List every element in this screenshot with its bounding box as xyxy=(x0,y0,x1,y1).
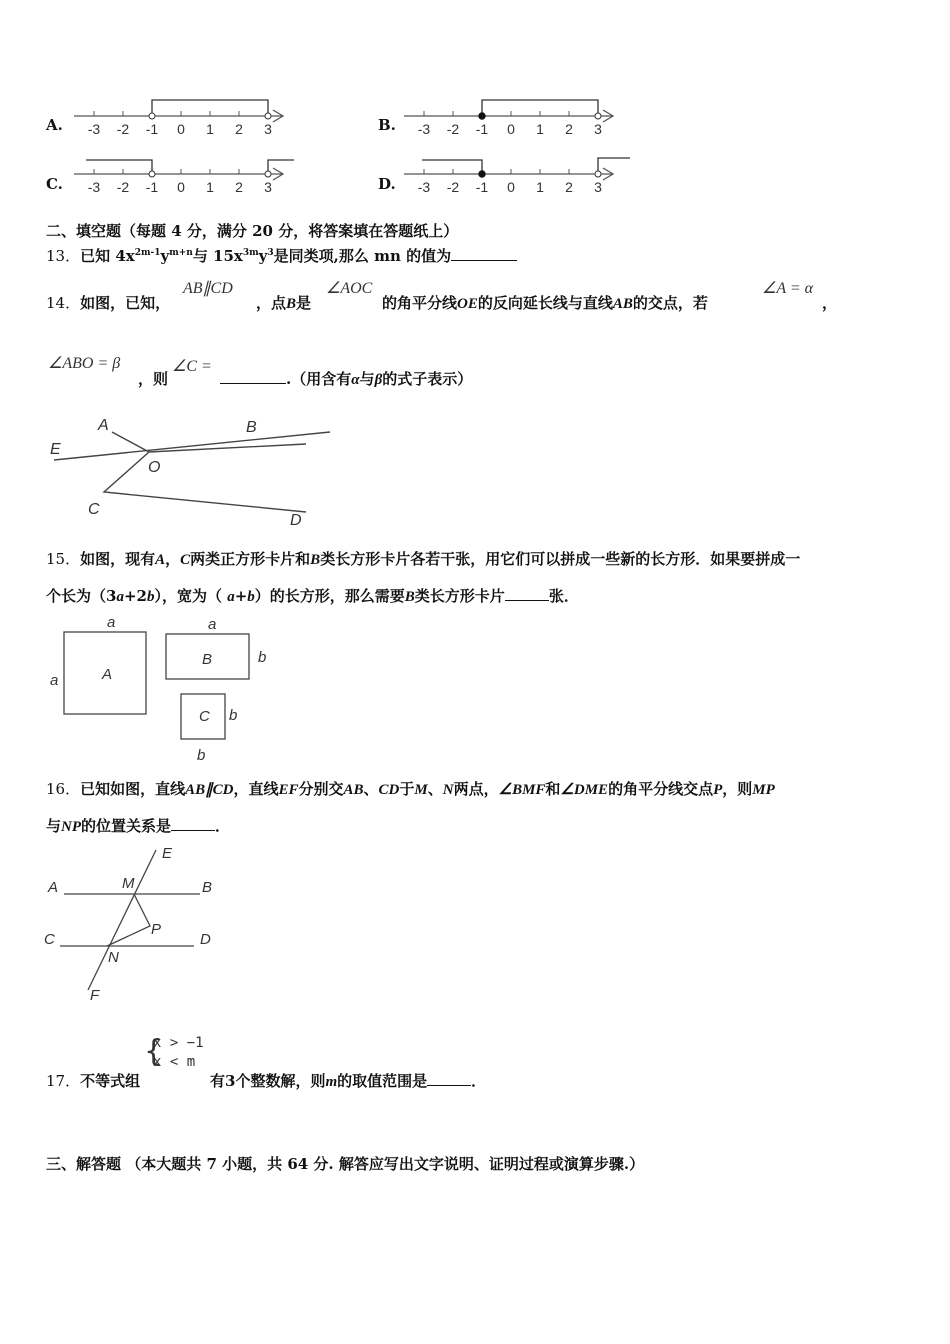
tick-label: -2 xyxy=(446,121,460,137)
question-14-text: ，点B是 xyxy=(256,294,312,312)
tick-label: 2 xyxy=(235,121,243,137)
question-14-line1: 14．如图，已知， xyxy=(46,294,171,312)
section-3-title: 三、解答题 （本大题共 7 小题，共 64 分. 解答应写出文字说明、证明过程或演算步骤.） xyxy=(46,1155,645,1173)
label-c: C xyxy=(44,931,55,948)
tick-label: -3 xyxy=(87,121,101,137)
tick-label: 3 xyxy=(594,121,602,137)
tick-label: -2 xyxy=(116,179,130,195)
number-line-a xyxy=(70,92,300,142)
tick-label: 0 xyxy=(177,121,185,137)
inequality-system: { x > −1 x < m xyxy=(144,1034,204,1070)
question-16-line1: 16．已知如图，直线AB∥CD，直线EF分别交AB、CD于M、N两点，∠BMF和∠DME的角平分线交点P，则MP xyxy=(46,780,775,798)
tick-label: -1 xyxy=(145,179,159,195)
label-a: A xyxy=(48,879,59,896)
tick-label: -3 xyxy=(417,121,431,137)
tick-label: 3 xyxy=(264,121,272,137)
label-a: A xyxy=(98,417,109,434)
question-14-text-2: 的角平分线OE的反向延长线与直线AB的交点，若 xyxy=(382,294,708,312)
number-line-d xyxy=(400,150,635,200)
tick-label: 0 xyxy=(177,179,185,195)
answer-blank-17[interactable] xyxy=(427,1071,471,1086)
question-14-comma: ， xyxy=(822,294,838,312)
question-16-line2: 与NP的位置关系是 ． xyxy=(46,817,231,835)
tick-label: 0 xyxy=(507,121,515,137)
card-c-side-b-right: b xyxy=(229,707,238,724)
formula-angle-aoc: ∠AOC xyxy=(326,280,373,297)
question-17-start: 17．不等式组 xyxy=(46,1072,141,1090)
question-15-line2: 个长为（3a+2b），宽为（ a+b）的长方形，那么需要B类长方形卡片 张． xyxy=(46,587,579,605)
card-a-side-a-left: a xyxy=(50,672,59,689)
tick-label: 1 xyxy=(536,179,544,195)
label-p: P xyxy=(151,921,162,938)
tick-label: -3 xyxy=(417,179,431,195)
card-a-side-a-top: a xyxy=(107,614,116,631)
answer-blank-15[interactable] xyxy=(505,586,549,601)
label-d: D xyxy=(200,931,211,948)
section-2-title: 二、填空题（每题 4 分，满分 20 分，将答案填在答题纸上） xyxy=(46,222,459,240)
option-c-label: C. xyxy=(46,175,63,193)
label-m: M xyxy=(122,875,135,892)
figure-14 xyxy=(44,410,344,535)
card-b-label: B xyxy=(202,651,213,668)
tick-label: 3 xyxy=(264,179,272,195)
card-a-label: A xyxy=(102,666,113,683)
tick-label: -3 xyxy=(87,179,101,195)
tick-label: -1 xyxy=(475,179,489,195)
tick-label: 2 xyxy=(565,121,573,137)
formula-angle-c: ∠C = xyxy=(172,358,212,375)
label-e: E xyxy=(162,845,173,862)
option-a-label: A. xyxy=(46,116,63,134)
formula-ab-parallel-cd: AB∥CD xyxy=(183,280,233,297)
figure-16 xyxy=(44,842,234,1007)
label-e: E xyxy=(50,441,61,458)
answer-blank-14[interactable] xyxy=(220,369,286,384)
label-b: B xyxy=(202,879,213,896)
option-d-label: D. xyxy=(378,175,396,193)
question-14-then: ，则 xyxy=(138,370,169,388)
figure-15 xyxy=(44,612,284,767)
answer-blank-13[interactable] xyxy=(451,246,517,261)
answer-blank-16[interactable] xyxy=(171,816,215,831)
q13-number: 13． xyxy=(46,247,81,265)
formula-angle-abo: ∠ABO = β xyxy=(48,355,121,372)
card-c-side-b-bottom: b xyxy=(197,747,206,764)
inequality-1: x > −1 xyxy=(153,1035,204,1051)
label-f: F xyxy=(90,987,100,1004)
card-b-side-a: a xyxy=(208,616,217,633)
label-o: O xyxy=(148,459,161,476)
card-b-side-b: b xyxy=(258,649,267,666)
label-b: B xyxy=(246,419,257,436)
tick-label: 1 xyxy=(536,121,544,137)
tick-label: 3 xyxy=(594,179,602,195)
tick-label: 1 xyxy=(206,121,214,137)
question-13: 13．已知 $4x^{2m-1}y^{m+n}$与 $15x^{3m}y^3$是同类项,那么 mn 的值为 xyxy=(46,245,517,266)
tick-label: -1 xyxy=(145,121,159,137)
tick-label: 0 xyxy=(507,179,515,195)
tick-label: 2 xyxy=(235,179,243,195)
inequality-2: x < m xyxy=(153,1054,196,1070)
label-d: D xyxy=(290,512,302,529)
card-c-label: C xyxy=(199,708,210,725)
tick-label: 1 xyxy=(206,179,214,195)
tick-label: -1 xyxy=(475,121,489,137)
tick-label: -2 xyxy=(446,179,460,195)
label-n: N xyxy=(108,949,119,966)
question-17-end: 有3个整数解，则m的取值范围是 ． xyxy=(210,1072,487,1090)
number-line-b xyxy=(400,92,630,142)
question-14-tail: .（用含有α与β的式子表示） xyxy=(220,368,472,389)
formula-angle-a: ∠A = α xyxy=(762,280,814,297)
number-line-c xyxy=(70,150,300,200)
question-15-line1: 15．如图，现有A，C两类正方形卡片和B类长方形卡片各若干张，用它们可以拼成一些新的长方形．如果要拼成一 xyxy=(46,550,801,568)
tick-label: -2 xyxy=(116,121,130,137)
label-c: C xyxy=(88,501,100,518)
option-b-label: B. xyxy=(378,116,396,134)
tick-label: 2 xyxy=(565,179,573,195)
q14-number: 14． xyxy=(46,294,81,312)
